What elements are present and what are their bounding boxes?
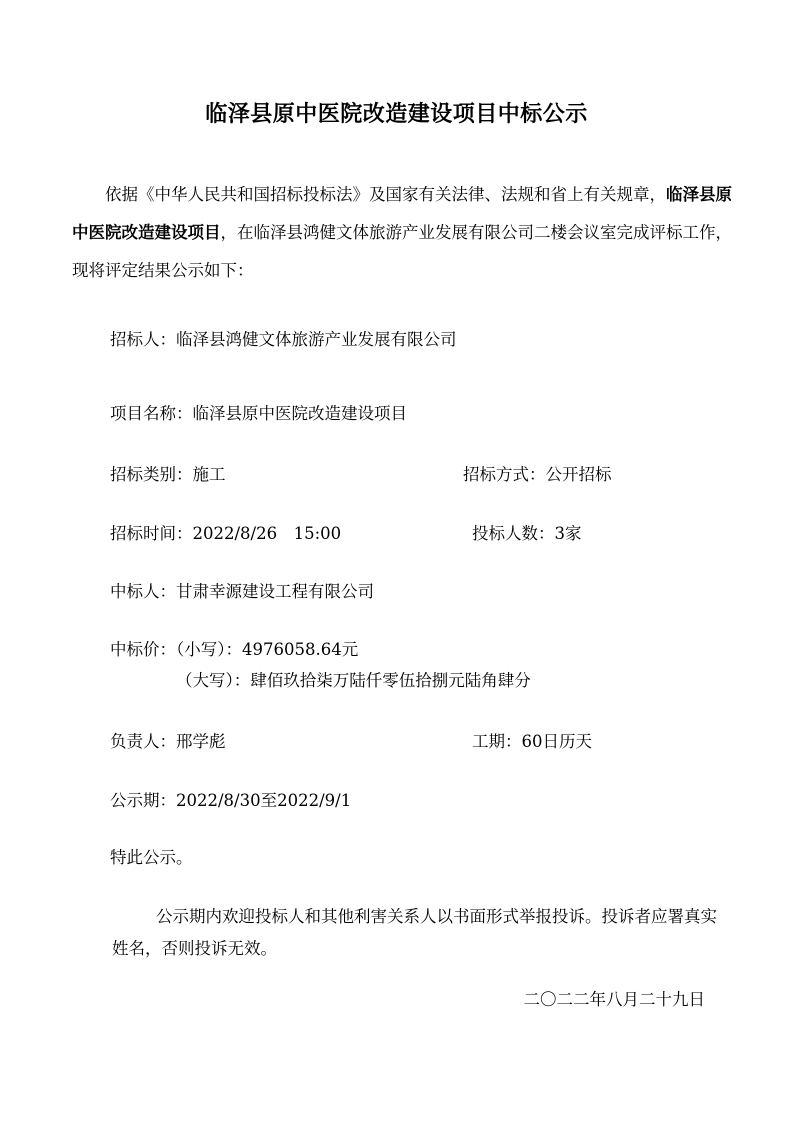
responsible-person-line: 负责人：邢学彪 — [110, 732, 226, 751]
tender-method-line: 招标方式：公开招标 — [463, 465, 612, 484]
price-small-line: 中标价：（小写）：4976058.64元 — [110, 640, 359, 659]
bidder-count-line: 投标人数：3家 — [472, 524, 582, 543]
publicity-period-line: 公示期：2022/8/30至2022/9/1 — [110, 791, 352, 810]
winner-line: 中标人：甘肃幸源建设工程有限公司 — [110, 582, 374, 601]
intro-project-name: 临泽县原中医院改造建设项目 — [72, 185, 732, 242]
intro-text-part1: 依据《中华人民共和国招标投标法》及国家有关法律、法规和省上有关规章， — [105, 185, 666, 204]
intro-text-part2: ，在临泽县鸿健文体旅游产业发展有限公司二楼会议室完成评标工作，现将评定结果公示如下： — [72, 223, 732, 280]
tender-category-line: 招标类别：施工 — [110, 465, 226, 484]
complaint-notice: 公示期内欢迎投标人和其他利害关系人以书面形式举报投诉。投诉者应署真实姓名，否则投诉无效。 — [112, 907, 717, 958]
price-capital-line: （大写）：肆佰玖拾柒万陆仟零伍拾捌元陆角肆分 — [176, 671, 531, 690]
closing-line: 特此公示。 — [110, 848, 193, 867]
document-date: 二〇二二年八月二十九日 — [523, 990, 705, 1009]
project-name-line: 项目名称：临泽县原中医院改造建设项目 — [110, 404, 407, 423]
intro-paragraph — [72, 176, 732, 290]
tender-time-line: 招标时间：2022/8/26 15:00 — [110, 524, 342, 543]
duration-line: 工期：60日历天 — [472, 732, 592, 751]
page-title: 临泽县原中医院改造建设项目中标公示 — [205, 102, 588, 127]
tenderer-line: 招标人：临泽县鸿健文体旅游产业发展有限公司 — [110, 330, 457, 349]
